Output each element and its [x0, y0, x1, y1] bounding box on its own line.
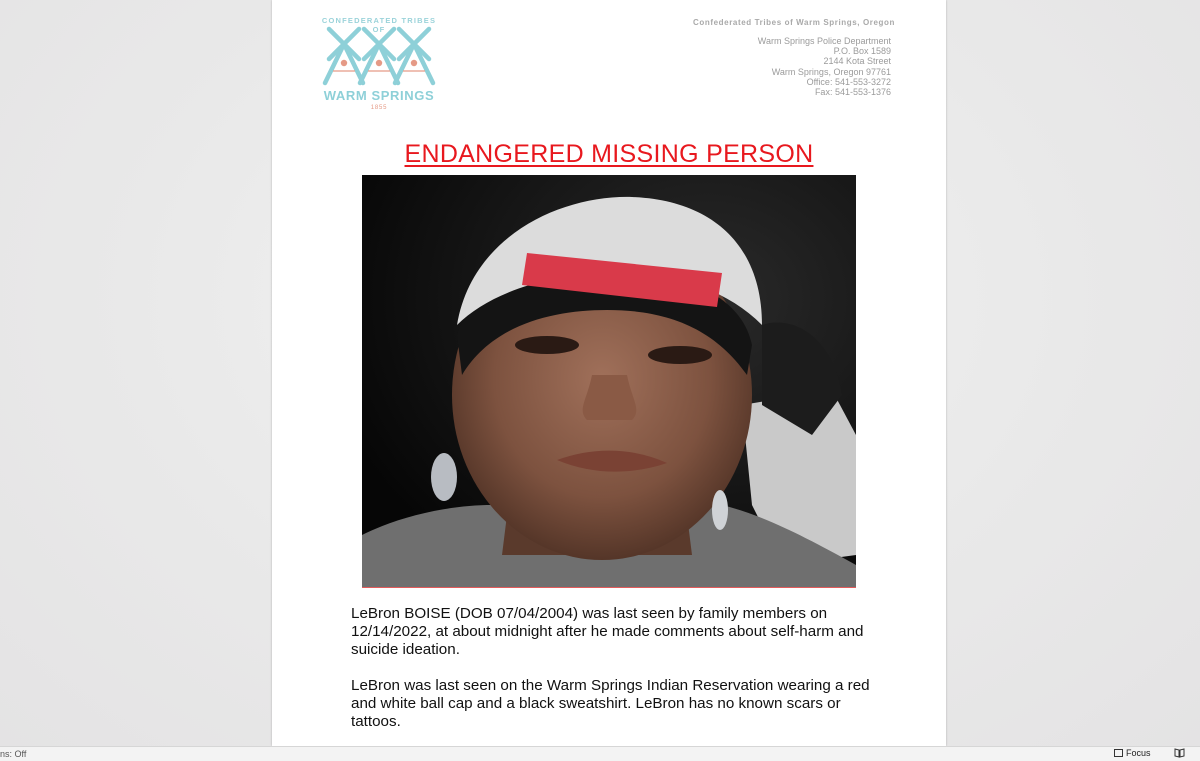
- description-paragraph: LeBron BOISE (DOB 07/04/2004) was last seen by family members on 12/14/2022, at about midnight after he made comments about self-harm and suicide ideation.: [351, 605, 864, 658]
- header-organization: Confederated Tribes of Warm Springs, Oregon: [693, 18, 895, 27]
- header-address: [758, 36, 891, 97]
- teepee-logo-icon: [319, 25, 439, 89]
- tribe-logo: [319, 16, 439, 114]
- logo-top-text: CONFEDERATED TRIBES OF: [321, 16, 437, 34]
- address-line: Fax: 541-553-1376: [814, 87, 891, 98]
- address-line: 2144 Kota Street: [823, 56, 891, 67]
- missing-person-photo: [362, 175, 856, 588]
- logo-name: WARM SPRINGS: [323, 88, 435, 103]
- address-line: Warm Springs, Oregon 97761: [771, 66, 891, 77]
- address-line: Warm Springs Police Department: [757, 36, 891, 46]
- focus-icon: [1114, 749, 1123, 757]
- address-line: P.O. Box 1589: [833, 46, 891, 57]
- description-paragraph: LeBron was last seen on the Warm Springs Indian Reservation wearing a red and white ball cap and a black sweatshirt. LeBron has no known scars or tattoos.: [351, 677, 870, 730]
- status-bar: [0, 746, 1200, 761]
- focus-label: Focus: [1126, 748, 1151, 758]
- page-title: ENDANGERED MISSING PERSON: [404, 140, 814, 168]
- logo-year: 1855: [370, 105, 388, 111]
- address-line: Office: 541-553-3272: [806, 76, 891, 87]
- read-mode-icon[interactable]: [1174, 748, 1185, 758]
- description-text: [351, 605, 891, 746]
- document-page: [272, 0, 946, 746]
- status-text: ns: Off: [0, 749, 27, 759]
- focus-button[interactable]: [1114, 748, 1151, 758]
